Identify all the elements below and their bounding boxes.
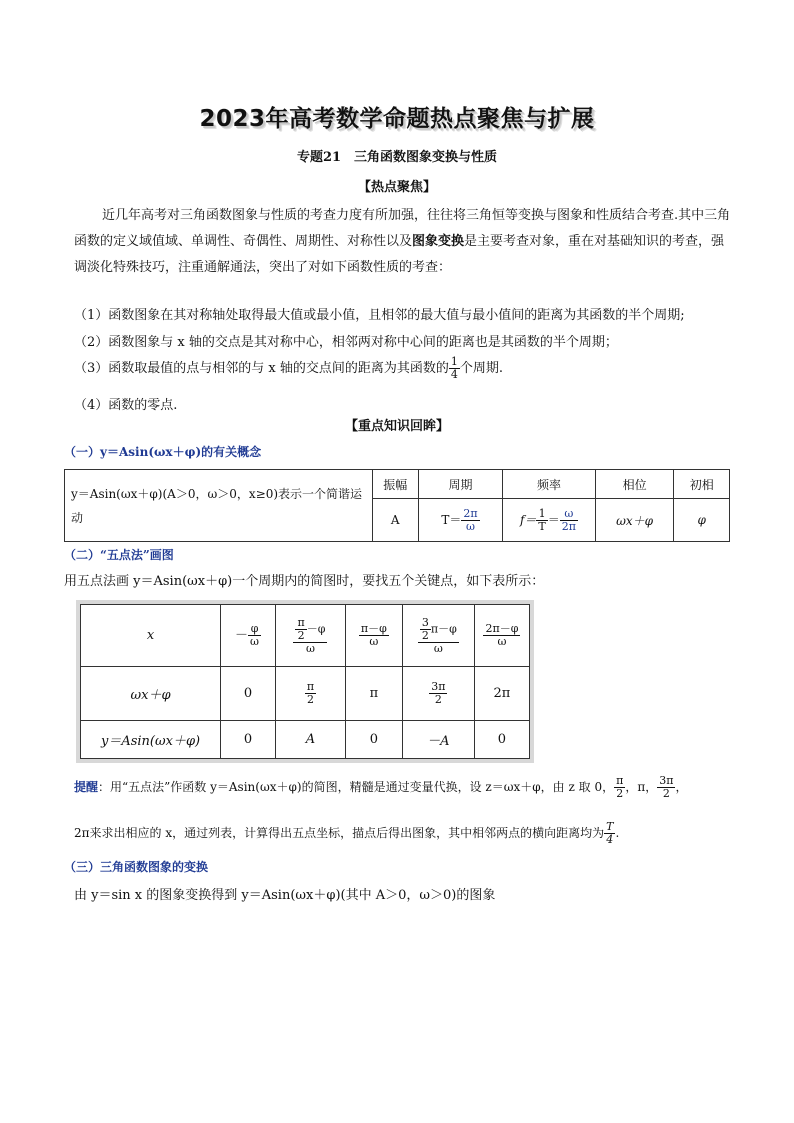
phase-cell-3: π	[345, 667, 402, 721]
list-item-4: （4）函数的零点.	[74, 398, 178, 413]
review-heading: 【重点知识回眸】	[344, 419, 449, 434]
row-label-x: x	[81, 605, 221, 667]
x-cell-4: $\frac{3}{2}$ π－φ ω	[402, 605, 474, 667]
list-item-3	[74, 355, 503, 383]
section-2-heading: （二）“五点法”画图	[64, 548, 174, 562]
concept-table	[64, 469, 730, 542]
tip-label: 提醒	[74, 780, 99, 794]
header-phase: 相位	[595, 470, 674, 499]
x-cell-1: － $\frac{\varphi}{\omega}$	[221, 605, 276, 667]
y-cell-2: A	[275, 721, 345, 759]
phase-value: ωx＋φ	[595, 499, 674, 542]
intro-sentence-1: 近几年高考对三角函数图象与性质的考查力度有所加强，往往将三角恒等变换与图象和性质结合考查.	[102, 208, 679, 223]
list-item-1: （1）函数图象在其对称轴处取得最大值或最小值，且相邻的最大值与最小值间的距离为其函数的半个周期;	[74, 308, 685, 323]
header-initial-phase: 初相	[674, 470, 730, 499]
header-frequency: 频率	[503, 470, 595, 499]
list-item-3-tail: 个周期.	[459, 361, 504, 376]
intro-emphasis: 图象变换	[412, 234, 465, 249]
y-cell-5: 0	[474, 721, 529, 759]
y-cell-3: 0	[345, 721, 402, 759]
page-title: 2023年高考数学命题热点聚焦与扩展	[199, 106, 595, 132]
phase-cell-4: $\frac{3\pi}{2}$	[402, 667, 474, 721]
tip-line-2: 2π来求出相应的 x，通过列表，计算得出五点坐标，描点后得出图象，其中相邻两点的横向距离均为 $\frac{T}{4}$ .	[74, 820, 620, 846]
x-cell-3: $\frac{\pi-\varphi}{\omega}$	[345, 605, 402, 667]
intro-sentence-2a: 其中三角函数的定义域值域、单调性、奇偶性、周期性、对称性以及	[74, 208, 731, 249]
amplitude-value: A	[372, 499, 418, 542]
section-2-intro: 用五点法画 y＝Asin(ωx＋φ)一个周期内的简图时，要找五个关键点，如下表所示：	[64, 574, 545, 589]
header-amplitude: 振幅	[372, 470, 418, 499]
five-point-table	[80, 604, 530, 759]
section-3-heading: （三）三角函数图象的变换	[64, 860, 209, 874]
section-3-text: 由 y＝sin x 的图象变换得到 y＝Asin(ωx＋φ)(其中 A＞0，ω＞0)的图象	[74, 888, 496, 903]
list-item-3-text: （3）函数取最值的点与相邻的与 x 轴的交点间的距离为其函数的	[74, 361, 449, 376]
tip-text-1: ：用“五点法”作函数 y＝Asin(ωx＋φ)的简图，精髓是通过变量代换，设 z＝ωx＋φ，由 z 取 0，	[98, 780, 615, 794]
row-label-phase: ωx＋φ	[81, 667, 221, 721]
tip-text-2: 2π来求出相应的 x，通过列表，计算得出五点坐标，描点后得出图象，其中相邻两点的横向距离均为	[74, 826, 605, 840]
header-period: 周期	[418, 470, 503, 499]
intro-sentence-2c: 是主要考查对象，重在对基础知识的考查，强调淡化特殊技巧，注重通解通法，突出了对如下函数性质的考查：	[74, 234, 725, 275]
section-1-heading: （一）y＝Asin(ωx＋φ)的有关概念	[64, 445, 262, 459]
quarter-fraction: $\frac{1}{4}$	[450, 355, 458, 381]
hot-focus-heading: 【热点聚焦】	[357, 180, 436, 195]
phase-cell-1: 0	[221, 667, 276, 721]
list-item-2: （2）函数图象与 x 轴的交点是其对称中心，相邻两对称中心间的距离也是其函数的半个周期；	[74, 335, 618, 350]
phase-cell-5: 2π	[474, 667, 529, 721]
phase-cell-2: $\frac{\pi}{2}$	[275, 667, 345, 721]
tip-line-1: 提醒：用“五点法”作函数 y＝Asin(ωx＋φ)的简图，精髓是通过变量代换，设 z＝ωx＋φ，由 z 取 0， $\frac{\pi}{2}$ ，π， $\frac{3\pi}{2}$ ，	[74, 774, 688, 800]
concept-description: y＝Asin(ωx＋φ)(A＞0，ω＞0，x≥0)表示一个简谐运动	[65, 470, 373, 542]
period-value: T＝ $\frac{2\pi}{\omega}$	[418, 499, 503, 542]
y-cell-4: －A	[402, 721, 474, 759]
y-cell-1: 0	[221, 721, 276, 759]
x-cell-2: $\frac{\pi}{2}$ －φ ω	[275, 605, 345, 667]
topic-subtitle: 专题21 三角函数图象变换与性质	[296, 150, 498, 165]
x-cell-5: $\frac{2\pi-\varphi}{\omega}$	[474, 605, 529, 667]
intro-paragraph	[74, 203, 736, 281]
row-label-y: y＝Asin(ωx＋φ)	[81, 721, 221, 759]
initial-phase-value: φ	[674, 499, 730, 542]
frequency-value: f＝ $\frac{1}{T}$ ＝ $\frac{\omega}{2\pi}$	[503, 499, 595, 542]
